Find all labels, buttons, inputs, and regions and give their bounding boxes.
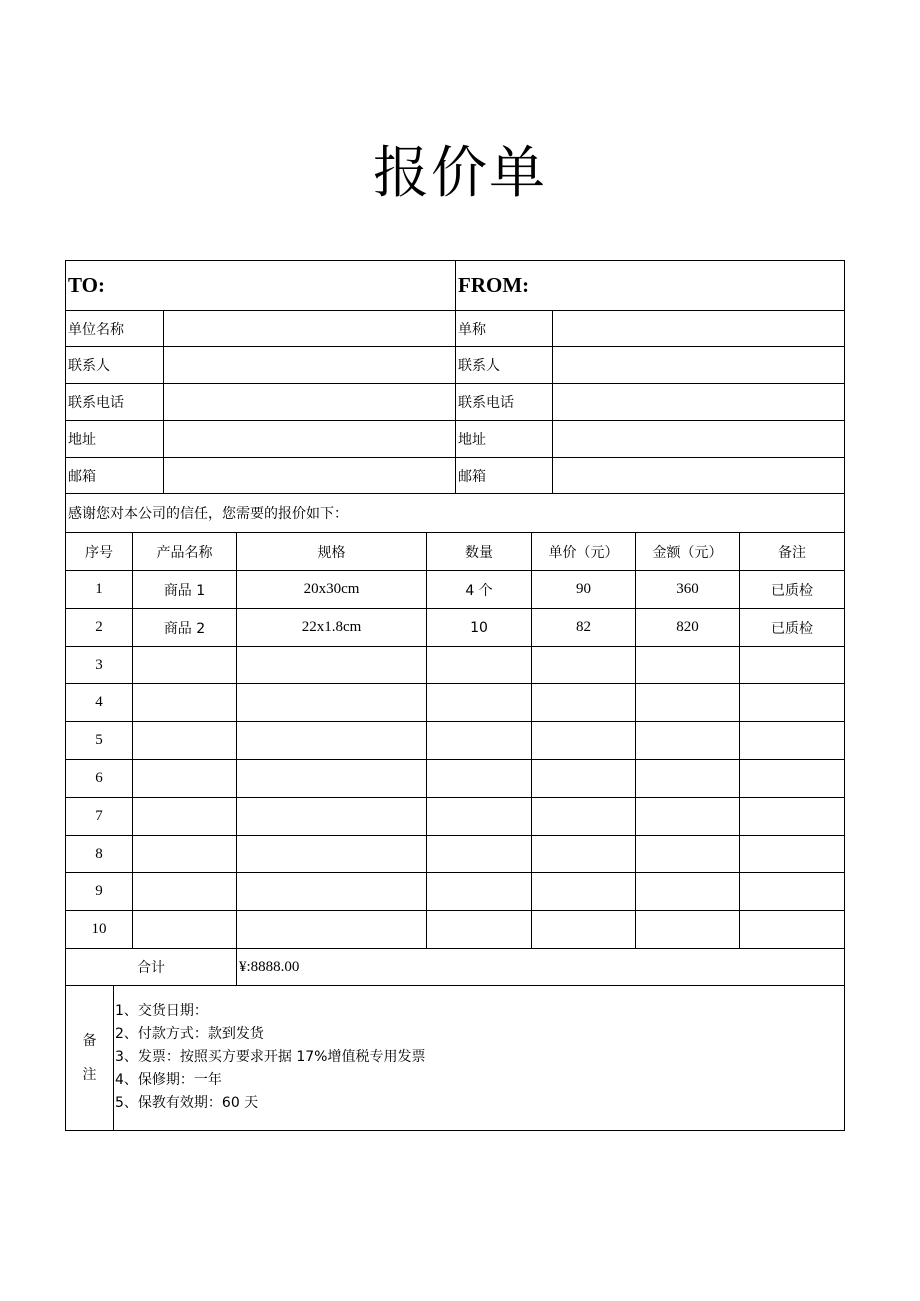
to-heading: TO: xyxy=(66,261,456,311)
table-cell[interactable]: 4 个 xyxy=(427,571,532,609)
from-heading: FROM: xyxy=(456,261,845,311)
table-cell[interactable] xyxy=(532,722,636,760)
from-field-label: 单称 xyxy=(456,311,553,347)
note-item: 1、交货日期： xyxy=(115,1003,208,1019)
to-field-value[interactable] xyxy=(164,347,456,384)
table-header: 规格 xyxy=(237,533,427,571)
table-cell[interactable] xyxy=(427,760,532,798)
notes-list xyxy=(114,986,845,1131)
table-cell[interactable] xyxy=(636,722,740,760)
table-cell[interactable] xyxy=(427,836,532,873)
table-cell[interactable] xyxy=(532,836,636,873)
from-field-value[interactable] xyxy=(553,458,845,494)
to-field-label: 邮箱 xyxy=(66,458,164,494)
table-cell[interactable] xyxy=(133,760,237,798)
page-title: 报价单 xyxy=(373,141,547,206)
note-item: 5、保教有效期：60 天 xyxy=(115,1095,259,1111)
table-cell: 10 xyxy=(66,911,133,949)
table-header: 数量 xyxy=(427,533,532,571)
table-cell[interactable] xyxy=(133,873,237,911)
table-cell: 6 xyxy=(66,760,133,798)
table-cell[interactable] xyxy=(740,760,845,798)
table-cell[interactable]: 已质检 xyxy=(740,609,845,647)
table-cell[interactable] xyxy=(237,760,427,798)
table-cell[interactable] xyxy=(532,911,636,949)
table-cell[interactable] xyxy=(740,684,845,722)
from-field-value[interactable] xyxy=(553,311,845,347)
table-cell: 4 xyxy=(66,684,133,722)
intro-text: 感谢您对本公司的信任，您需要的报价如下： xyxy=(66,494,845,533)
table-cell[interactable] xyxy=(237,684,427,722)
note-item: 2、付款方式：款到发货 xyxy=(115,1026,264,1042)
total-value: ¥:8888.00 xyxy=(237,949,845,986)
table-cell[interactable] xyxy=(427,873,532,911)
table-cell[interactable] xyxy=(133,836,237,873)
from-field-label: 邮箱 xyxy=(456,458,553,494)
to-field-value[interactable] xyxy=(164,311,456,347)
note-item: 3、发票：按照买方要求开据 17%增值税专用发票 xyxy=(115,1049,426,1065)
table-header: 序号 xyxy=(66,533,133,571)
table-cell[interactable] xyxy=(237,873,427,911)
table-cell[interactable] xyxy=(636,836,740,873)
table-header: 备注 xyxy=(740,533,845,571)
table-cell[interactable] xyxy=(636,684,740,722)
table-cell[interactable] xyxy=(636,798,740,836)
total-label: 合计 xyxy=(66,949,237,986)
table-cell: 5 xyxy=(66,722,133,760)
table-cell[interactable] xyxy=(427,647,532,684)
table-header: 产品名称 xyxy=(133,533,237,571)
to-field-value[interactable] xyxy=(164,421,456,458)
table-cell[interactable] xyxy=(237,798,427,836)
note-item: 4、保修期：一年 xyxy=(115,1072,222,1088)
table-cell[interactable]: 820 xyxy=(636,609,740,647)
table-cell[interactable] xyxy=(133,911,237,949)
table-header: 金额（元） xyxy=(636,533,740,571)
table-cell[interactable] xyxy=(237,836,427,873)
table-cell[interactable] xyxy=(133,647,237,684)
table-cell[interactable] xyxy=(427,722,532,760)
table-cell[interactable] xyxy=(237,911,427,949)
table-cell[interactable] xyxy=(532,798,636,836)
table-cell[interactable]: 22x1.8cm xyxy=(237,609,427,647)
table-cell[interactable]: 商品 1 xyxy=(133,571,237,609)
table-cell[interactable] xyxy=(427,911,532,949)
table-cell[interactable]: 90 xyxy=(532,571,636,609)
table-cell[interactable] xyxy=(636,760,740,798)
table-cell[interactable] xyxy=(740,836,845,873)
to-field-value[interactable] xyxy=(164,458,456,494)
from-field-value[interactable] xyxy=(553,384,845,421)
table-cell[interactable] xyxy=(133,684,237,722)
table-cell[interactable] xyxy=(740,873,845,911)
table-cell[interactable] xyxy=(532,647,636,684)
table-cell[interactable]: 360 xyxy=(636,571,740,609)
notes-label-top: 备 xyxy=(82,1033,97,1049)
to-field-label: 单位名称 xyxy=(66,311,164,347)
quotation-form xyxy=(65,260,845,1131)
notes-label xyxy=(66,986,114,1131)
table-cell[interactable] xyxy=(133,798,237,836)
from-field-value[interactable] xyxy=(553,421,845,458)
table-cell: 7 xyxy=(66,798,133,836)
table-cell[interactable] xyxy=(427,684,532,722)
table-cell: 2 xyxy=(66,609,133,647)
table-header: 单价（元） xyxy=(532,533,636,571)
table-cell: 8 xyxy=(66,836,133,873)
table-cell: 1 xyxy=(66,571,133,609)
to-field-value[interactable] xyxy=(164,384,456,421)
notes-label-bottom: 注 xyxy=(82,1067,97,1083)
table-cell[interactable] xyxy=(740,911,845,949)
table-cell[interactable] xyxy=(532,873,636,911)
table-cell[interactable] xyxy=(740,722,845,760)
table-cell[interactable] xyxy=(237,722,427,760)
table-cell[interactable] xyxy=(237,647,427,684)
table-cell[interactable] xyxy=(427,798,532,836)
table-cell: 9 xyxy=(66,873,133,911)
table-cell[interactable]: 82 xyxy=(532,609,636,647)
from-field-label: 联系电话 xyxy=(456,384,553,421)
table-cell[interactable] xyxy=(532,684,636,722)
to-field-label: 地址 xyxy=(66,421,164,458)
from-field-value[interactable] xyxy=(553,347,845,384)
table-cell[interactable] xyxy=(636,647,740,684)
table-cell: 3 xyxy=(66,647,133,684)
from-field-label: 联系人 xyxy=(456,347,553,384)
table-cell[interactable] xyxy=(740,647,845,684)
table-cell[interactable]: 20x30cm xyxy=(237,571,427,609)
table-cell[interactable] xyxy=(636,873,740,911)
table-cell[interactable] xyxy=(636,911,740,949)
from-field-label: 地址 xyxy=(456,421,553,458)
to-field-label: 联系电话 xyxy=(66,384,164,421)
table-cell[interactable]: 商品 2 xyxy=(133,609,237,647)
table-cell[interactable] xyxy=(740,798,845,836)
to-field-label: 联系人 xyxy=(66,347,164,384)
table-cell[interactable]: 10 xyxy=(427,609,532,647)
table-cell[interactable] xyxy=(133,722,237,760)
table-cell[interactable] xyxy=(532,760,636,798)
table-cell[interactable]: 已质检 xyxy=(740,571,845,609)
